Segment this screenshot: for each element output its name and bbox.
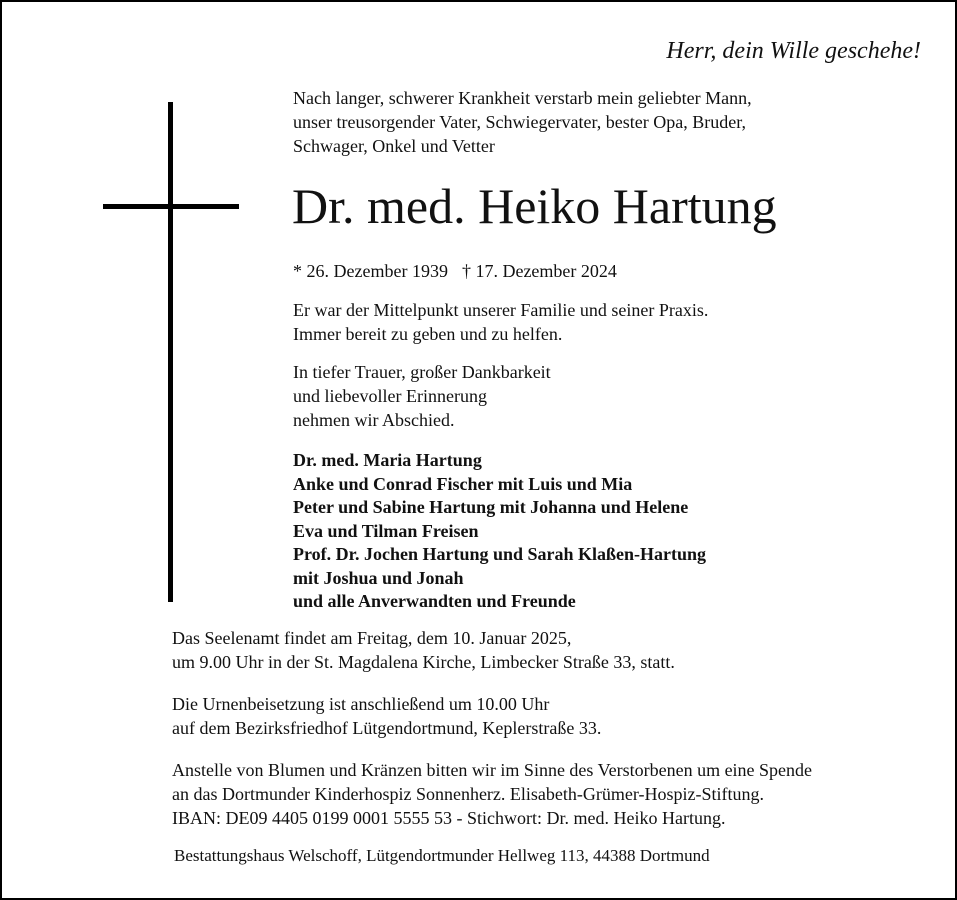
intro-line: unser treusorgender Vater, Schwiegervater, bester Opa, Bruder, <box>293 112 747 132</box>
family-member: Prof. Dr. Jochen Hartung und Sarah Klaßen-Hartung <box>293 544 707 564</box>
family-member: Anke und Conrad Fischer mit Luis und Mia <box>293 473 633 494</box>
motto: Herr, dein Wille geschehe! <box>666 38 921 64</box>
funeral-home: Bestattungshaus Welschoff, Lütgendortmunder Hellweg 113, 44388 Dortmund <box>174 846 710 865</box>
family-member: Dr. med. Maria Hartung <box>293 450 482 470</box>
donation-info <box>172 758 812 830</box>
service-info <box>172 626 675 674</box>
burial-info <box>172 692 601 740</box>
tribute-line: Er war der Mittelpunkt unserer Familie und seiner Praxis. <box>293 300 709 320</box>
tribute-line: Immer bereit zu geben und zu helfen. <box>293 324 563 344</box>
family-list <box>293 449 706 614</box>
death-date: † 17. Dezember 2024 <box>461 261 617 281</box>
family-member: mit Joshua und Jonah <box>293 567 464 588</box>
donation-line: IBAN: DE09 4405 0199 0001 5555 53 - Stichwort: Dr. med. Heiko Hartung. <box>172 808 726 828</box>
intro-line: Nach langer, schwerer Krankheit verstarb mein geliebter Mann, <box>293 88 752 108</box>
family-member: Eva und Tilman Freisen <box>293 520 479 541</box>
burial-line: Die Urnenbeisetzung ist anschließend um 10.00 Uhr <box>172 694 550 714</box>
intro-line: Schwager, Onkel und Vetter <box>293 136 495 156</box>
family-member: Peter und Sabine Hartung mit Johanna und Helene <box>293 497 689 517</box>
donation-line: an das Dortmunder Kinderhospiz Sonnenherz. Elisabeth-Grümer-Hospiz-Stiftung. <box>172 784 764 804</box>
intro-text <box>293 86 752 158</box>
tribute-text <box>293 298 708 346</box>
mourning-line: nehmen wir Abschied. <box>293 410 455 430</box>
mourning-line: In tiefer Trauer, großer Dankbarkeit <box>293 362 551 382</box>
service-line: Das Seelenamt findet am Freitag, dem 10. Januar 2025, <box>172 628 572 648</box>
cross-icon <box>168 102 173 602</box>
life-dates <box>293 259 617 283</box>
mourning-line: und liebevoller Erinnerung <box>293 386 487 406</box>
mourning-text <box>293 360 551 432</box>
burial-line: auf dem Bezirksfriedhof Lütgendortmund, Keplerstraße 33. <box>172 718 602 738</box>
donation-line: Anstelle von Blumen und Kränzen bitten wir im Sinne des Verstorbenen um eine Spende <box>172 760 813 780</box>
deceased-name: Dr. med. Heiko Hartung <box>292 178 777 234</box>
birth-date: * 26. Dezember 1939 <box>293 261 448 281</box>
family-member: und alle Anverwandten und Freunde <box>293 591 576 611</box>
cross-icon-bar <box>103 204 239 209</box>
service-line: um 9.00 Uhr in der St. Magdalena Kirche, Limbecker Straße 33, statt. <box>172 652 675 672</box>
